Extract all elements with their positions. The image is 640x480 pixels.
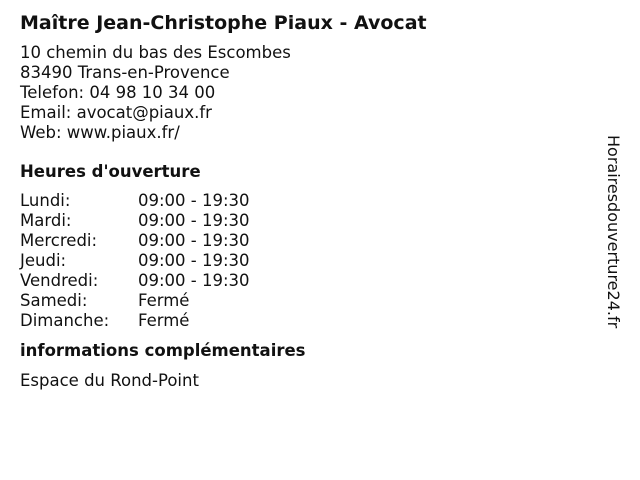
day-label: Mardi: (20, 211, 72, 230)
hours-row-thursday (20, 251, 600, 271)
hours-row-wednesday (20, 231, 600, 251)
email-line: Email: avocat@piaux.fr (20, 103, 212, 122)
day-label: Jeudi: (20, 251, 67, 270)
info-text: Espace du Rond-Point (20, 371, 199, 390)
time-value: 09:00 - 19:30 (138, 271, 250, 290)
day-label: Vendredi: (20, 271, 99, 290)
time-value: 09:00 - 19:30 (138, 251, 250, 270)
address-city: 83490 Trans-en-Provence (20, 63, 230, 82)
day-label: Lundi: (20, 191, 71, 210)
day-label: Dimanche: (20, 311, 110, 330)
time-value: 09:00 - 19:30 (138, 191, 250, 210)
day-label: Mercredi: (20, 231, 98, 250)
hours-row-monday (20, 191, 600, 211)
time-value: 09:00 - 19:30 (138, 231, 250, 250)
hours-row-saturday (20, 291, 600, 311)
time-value: Fermé (138, 291, 190, 310)
business-name: Maître Jean-Christophe Piaux - Avocat (20, 12, 427, 34)
hours-row-tuesday (20, 211, 600, 231)
business-card (20, 11, 600, 391)
day-label: Samedi: (20, 291, 88, 310)
time-value: Fermé (138, 311, 190, 330)
time-value: 09:00 - 19:30 (138, 211, 250, 230)
site-brand-vertical: Horairesdouverture24.fr (604, 135, 623, 329)
hours-row-friday (20, 271, 600, 291)
contact-block (20, 43, 600, 143)
address-street: 10 chemin du bas des Escombes (20, 43, 291, 62)
phone-line: Telefon: 04 98 10 34 00 (20, 83, 216, 102)
hours-heading: Heures d'ouverture (20, 162, 201, 181)
info-heading: informations complémentaires (20, 341, 306, 360)
web-line: Web: www.piaux.fr/ (20, 123, 180, 142)
hours-table (20, 191, 600, 331)
hours-row-sunday (20, 311, 600, 331)
